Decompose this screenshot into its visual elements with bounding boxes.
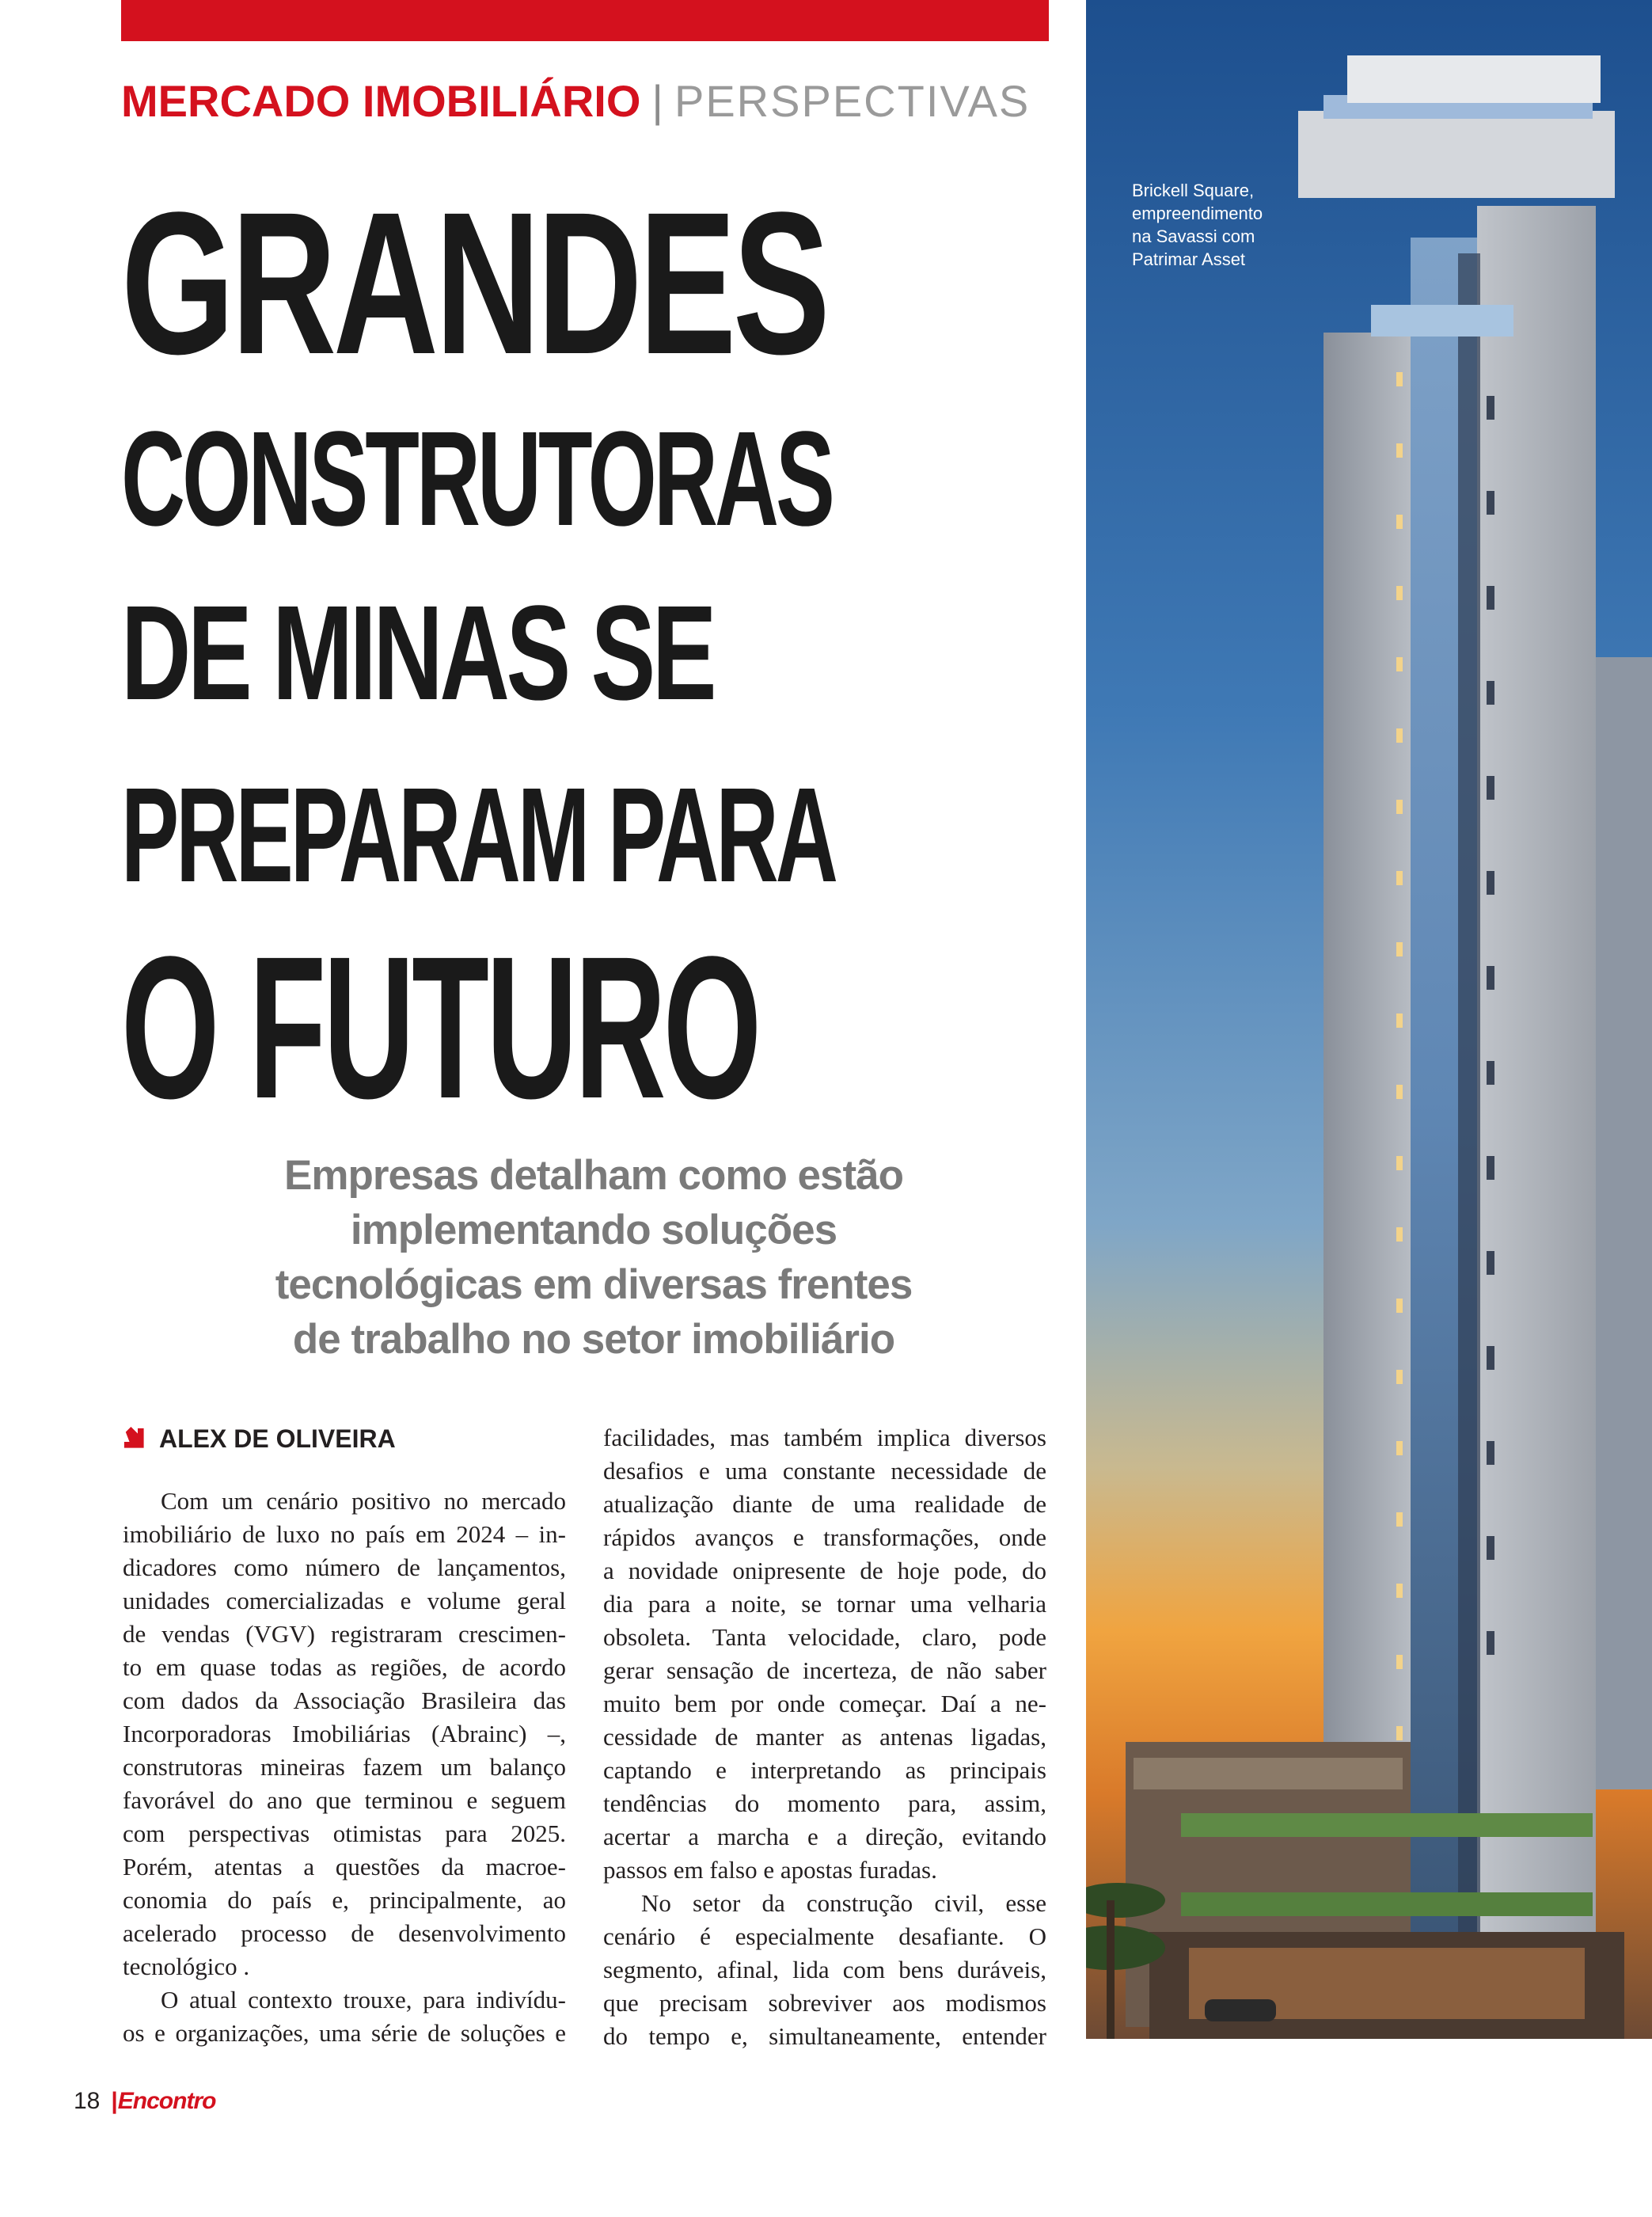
text-line: dicadores como número de lançamentos, — [123, 1553, 566, 1581]
text-line: atualização diante de uma realidade de — [603, 1490, 1046, 1518]
section-kicker — [121, 73, 1049, 130]
section-primary: MERCADO IMOBILIÁRIO — [121, 76, 641, 126]
magazine-logo: Encontro — [117, 2088, 216, 2114]
text-line: facilidades, mas também implica diversos — [603, 1424, 1046, 1451]
text-line: dia para a noite, se tornar uma velharia — [603, 1590, 1046, 1618]
caption-line: Patrimar Asset — [1132, 249, 1246, 269]
text-line: muito bem por onde começar. Daí a ne- — [603, 1690, 1046, 1717]
text-line: os e organizações, uma série de soluções e — [123, 2019, 566, 2047]
text-line: Incorporadoras Imobiliárias (Abrainc) –, — [123, 1720, 566, 1747]
byline — [123, 1421, 396, 1456]
building-photo — [1086, 0, 1652, 2039]
deck-line: de trabalho no setor imobiliário — [292, 1316, 895, 1363]
text-line: acertar a marcha e a direção, evitando — [603, 1823, 1046, 1850]
byline-author: ALEX DE OLIVEIRA — [159, 1424, 396, 1453]
caption-line: na Savassi com — [1132, 226, 1255, 246]
text-line: passos em falso e apostas furadas. — [603, 1856, 937, 1884]
text-line: favorável do ano que terminou e seguem — [123, 1786, 566, 1814]
page-number: 18 — [74, 2088, 101, 2114]
headline-line: PREPARAM PARA — [121, 760, 836, 911]
text-line: cenário é especialmente desafiante. O — [603, 1922, 1046, 1950]
footer-divider: | — [111, 2088, 118, 2114]
text-line: que precisam sobreviver aos modismos — [603, 1989, 1046, 2017]
text-line: acelerado processo de desenvolvimento — [123, 1919, 566, 1947]
photo-caption — [1132, 179, 1330, 271]
deck-line: implementando soluções — [350, 1207, 837, 1253]
paragraph — [123, 1485, 566, 2050]
caption-line: Brickell Square, — [1132, 181, 1255, 200]
text-line: do tempo e, simultaneamente, entender — [603, 2022, 1046, 2050]
text-line: tecnológico . — [123, 1953, 250, 1980]
text-line: captando e interpretando as principais — [603, 1756, 1046, 1784]
paragraph — [603, 1421, 1046, 2053]
text-line: construtoras mineiras fazem um balanço — [123, 1753, 566, 1781]
deck-line: Empresas detalham como estão — [283, 1152, 904, 1199]
caption-line: empreendimento — [1132, 203, 1263, 223]
text-line: de vendas (VGV) registraram crescimen- — [123, 1620, 566, 1648]
text-line: tendências do momento para, assim, — [603, 1789, 1046, 1817]
text-line: obsoleta. Tanta velocidade, claro, pode — [603, 1623, 1046, 1651]
text-line: com perspectivas otimistas para 2025. — [123, 1820, 566, 1847]
article-column-1 — [123, 1485, 566, 2050]
article-column-2 — [603, 1421, 1046, 2053]
text-line: conomia do país e, principalmente, ao — [123, 1886, 566, 1914]
article-deck — [237, 1148, 950, 1367]
arrow-down-right-icon — [123, 1423, 145, 1445]
text-line: gerar sensação de incerteza, de não saber — [603, 1656, 1046, 1684]
headline-line: DE MINAS SE — [121, 578, 714, 728]
text-line: to em quase todas as regiões, de acordo — [123, 1653, 566, 1681]
text-line: rápidos avanços e transformações, onde — [603, 1523, 1046, 1551]
text-line: Porém, atentas a questões da macroe- — [123, 1853, 566, 1880]
text-line: desafios e uma constante necessidade de — [603, 1457, 1046, 1485]
headline-line: GRANDES — [121, 170, 827, 397]
text-line: No setor da construção civil, esse — [641, 1889, 1046, 1917]
text-line: unidades comercializadas e volume geral — [123, 1587, 566, 1614]
text-line: cessidade de manter as antenas ligadas, — [603, 1723, 1046, 1751]
text-line: com dados da Associação Brasileira das — [123, 1687, 566, 1714]
headline-line: CONSTRUTORAS — [121, 404, 832, 554]
section-divider: | — [651, 76, 663, 126]
text-line: imobiliário de luxo no país em 2024 – in- — [123, 1520, 566, 1548]
top-accent-bar — [121, 0, 1049, 41]
text-line: Com um cenário positivo no mercado — [161, 1487, 566, 1515]
deck-line: tecnológicas em diversas frentes — [275, 1261, 913, 1308]
section-secondary: PERSPECTIVAS — [674, 76, 1031, 126]
text-line: segmento, afinal, lida com bens duráveis, — [603, 1956, 1046, 1983]
text-line: a novidade onipresente de hoje pode, do — [603, 1557, 1046, 1584]
text-line: O atual contexto trouxe, para indivídu- — [161, 1986, 566, 2014]
headline-line: O FUTURO — [121, 915, 759, 1141]
page-footer — [74, 2084, 215, 2119]
